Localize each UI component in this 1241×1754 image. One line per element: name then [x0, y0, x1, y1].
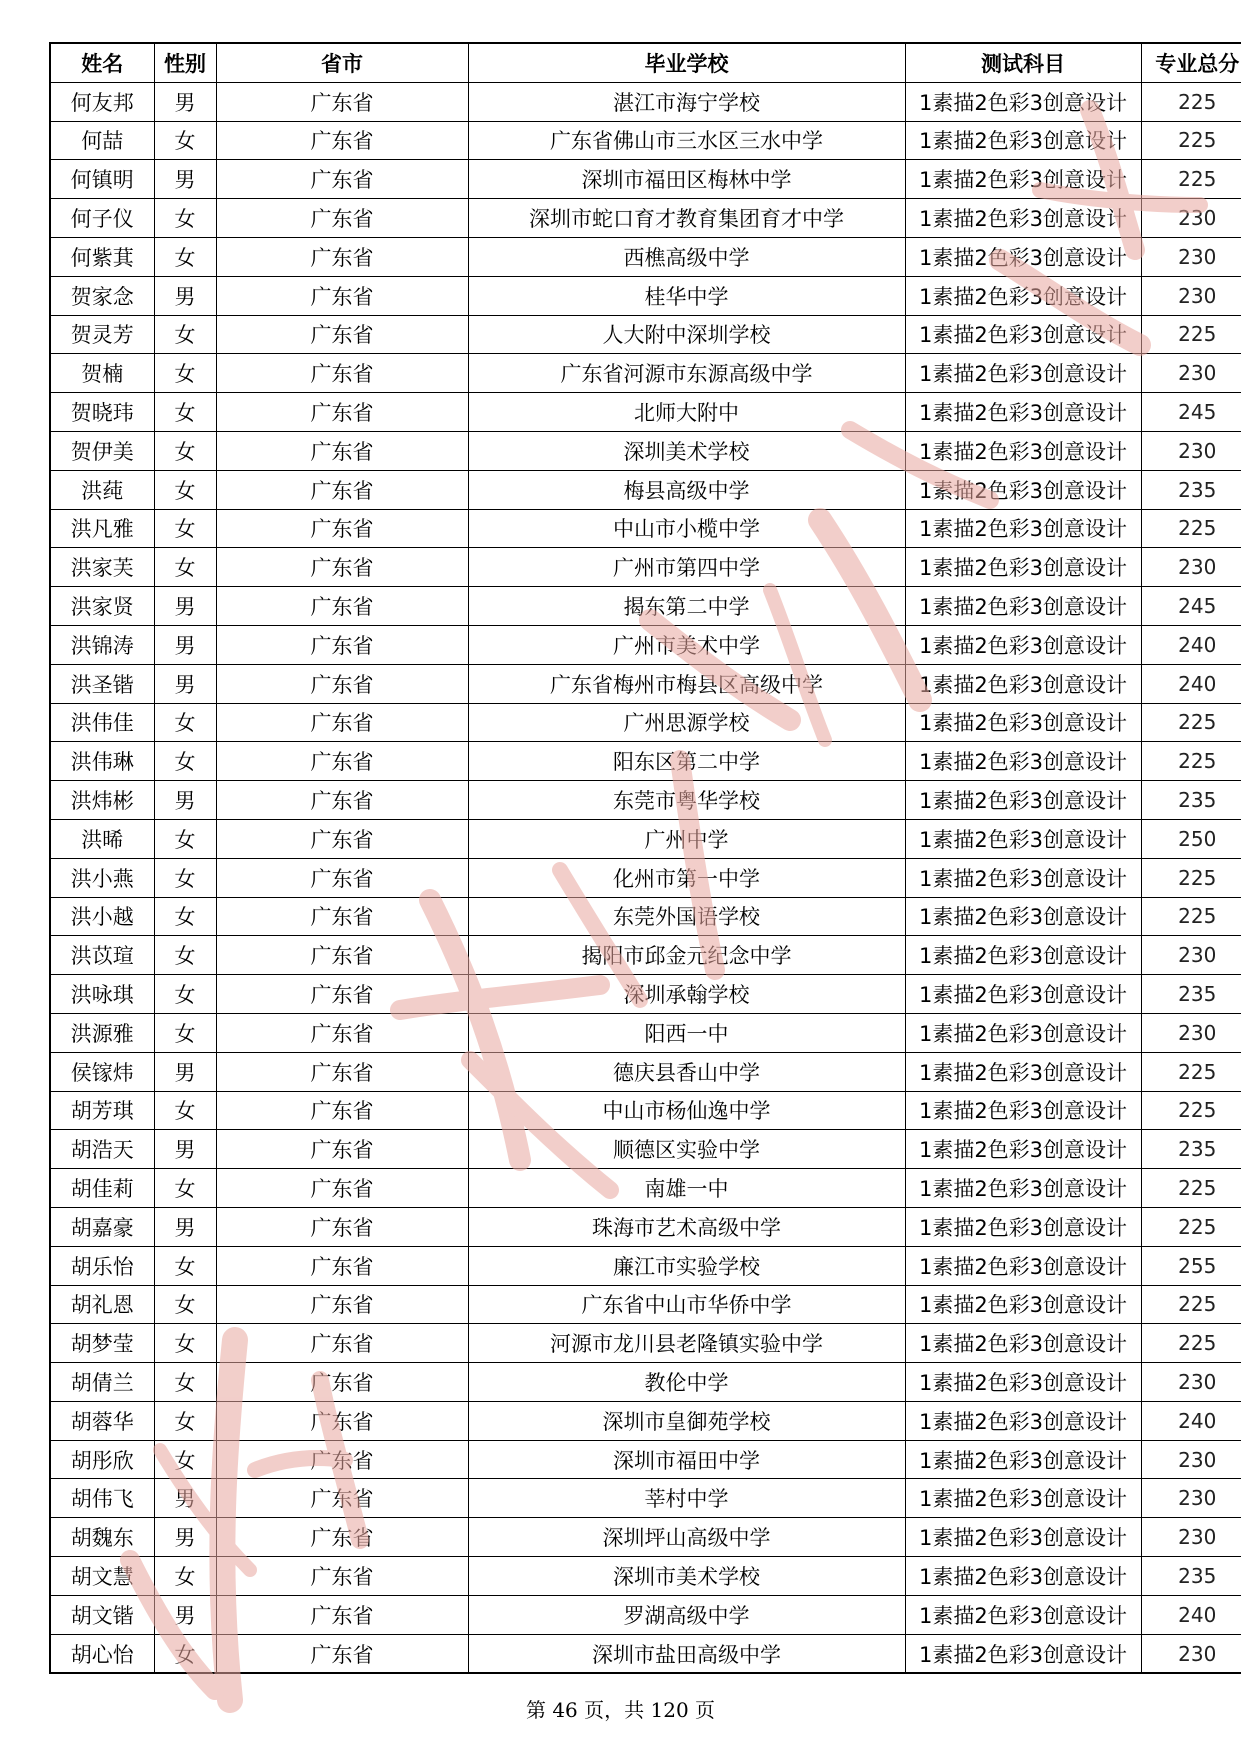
cell-school: 深圳市福田区梅林中学 [468, 160, 905, 199]
table-row [50, 276, 1241, 315]
cell-province: 广东省 [216, 781, 468, 820]
table-row [50, 393, 1241, 432]
table-row [50, 1013, 1241, 1052]
cell-total-score: 225 [1141, 742, 1241, 781]
cell-total-score: 235 [1141, 1130, 1241, 1169]
cell-name: 洪家芙 [50, 548, 154, 587]
cell-province: 广东省 [216, 1246, 468, 1285]
table-row [50, 160, 1241, 199]
cell-subject: 1素描2色彩3创意设计 [905, 858, 1141, 897]
cell-subject: 1素描2色彩3创意设计 [905, 1207, 1141, 1246]
cell-province: 广东省 [216, 1479, 468, 1518]
cell-total-score: 230 [1141, 1440, 1241, 1479]
cell-name: 何喆 [50, 121, 154, 160]
table-row [50, 315, 1241, 354]
cell-province: 广东省 [216, 1169, 468, 1208]
cell-total-score: 225 [1141, 703, 1241, 742]
cell-school: 深圳美术学校 [468, 431, 905, 470]
cell-province: 广东省 [216, 276, 468, 315]
page-footer [0, 1694, 1241, 1723]
cell-total-score: 255 [1141, 1246, 1241, 1285]
cell-gender: 女 [154, 1169, 216, 1208]
cell-name: 贺灵芳 [50, 315, 154, 354]
table-row [50, 858, 1241, 897]
header-subject: 测试科目 [905, 43, 1141, 82]
cell-school: 南雄一中 [468, 1169, 905, 1208]
cell-school: 揭东第二中学 [468, 587, 905, 626]
cell-gender: 女 [154, 742, 216, 781]
cell-subject: 1素描2色彩3创意设计 [905, 121, 1141, 160]
page-number-text: 第 46 页，共 120 页 [525, 1698, 716, 1722]
cell-total-score: 235 [1141, 975, 1241, 1014]
cell-subject: 1素描2色彩3创意设计 [905, 781, 1141, 820]
cell-name: 洪伟琳 [50, 742, 154, 781]
cell-province: 广东省 [216, 1401, 468, 1440]
cell-province: 广东省 [216, 625, 468, 664]
cell-school: 梅县高级中学 [468, 470, 905, 509]
cell-total-score: 240 [1141, 1401, 1241, 1440]
table-row [50, 1052, 1241, 1091]
header-province: 省市 [216, 43, 468, 82]
cell-total-score: 225 [1141, 858, 1241, 897]
cell-name: 胡蓉华 [50, 1401, 154, 1440]
cell-total-score: 235 [1141, 1557, 1241, 1596]
cell-subject: 1素描2色彩3创意设计 [905, 1246, 1141, 1285]
cell-school: 桂华中学 [468, 276, 905, 315]
cell-subject: 1素描2色彩3创意设计 [905, 742, 1141, 781]
cell-name: 胡乐怡 [50, 1246, 154, 1285]
cell-subject: 1素描2色彩3创意设计 [905, 1440, 1141, 1479]
cell-gender: 女 [154, 1285, 216, 1324]
cell-total-score: 235 [1141, 781, 1241, 820]
cell-province: 广东省 [216, 431, 468, 470]
cell-school: 广东省河源市东源高级中学 [468, 354, 905, 393]
cell-gender: 男 [154, 1479, 216, 1518]
cell-school: 深圳坪山高级中学 [468, 1518, 905, 1557]
cell-subject: 1素描2色彩3创意设计 [905, 897, 1141, 936]
cell-gender: 男 [154, 587, 216, 626]
cell-province: 广东省 [216, 237, 468, 276]
cell-gender: 女 [154, 936, 216, 975]
cell-school: 东莞外国语学校 [468, 897, 905, 936]
cell-school: 广州市第四中学 [468, 548, 905, 587]
cell-school: 深圳市盐田高级中学 [468, 1634, 905, 1673]
cell-total-score: 225 [1141, 1324, 1241, 1363]
cell-subject: 1素描2色彩3创意设计 [905, 548, 1141, 587]
table-header-row [50, 43, 1241, 82]
table-row [50, 587, 1241, 626]
cell-gender: 女 [154, 1013, 216, 1052]
cell-province: 广东省 [216, 393, 468, 432]
table-row [50, 897, 1241, 936]
header-name: 姓名 [50, 43, 154, 82]
cell-province: 广东省 [216, 1518, 468, 1557]
cell-subject: 1素描2色彩3创意设计 [905, 936, 1141, 975]
cell-name: 洪锦涛 [50, 625, 154, 664]
cell-subject: 1素描2色彩3创意设计 [905, 1557, 1141, 1596]
cell-total-score: 230 [1141, 1518, 1241, 1557]
cell-name: 胡嘉豪 [50, 1207, 154, 1246]
cell-name: 胡文慧 [50, 1557, 154, 1596]
cell-name: 胡文锴 [50, 1595, 154, 1634]
cell-total-score: 230 [1141, 354, 1241, 393]
cell-school: 深圳市福田中学 [468, 1440, 905, 1479]
cell-name: 洪凡雅 [50, 509, 154, 548]
cell-province: 广东省 [216, 1363, 468, 1402]
table-row [50, 1518, 1241, 1557]
table-row [50, 1479, 1241, 1518]
cell-subject: 1素描2色彩3创意设计 [905, 160, 1141, 199]
table-row [50, 1363, 1241, 1402]
cell-province: 广东省 [216, 509, 468, 548]
cell-province: 广东省 [216, 1207, 468, 1246]
cell-subject: 1素描2色彩3创意设计 [905, 819, 1141, 858]
cell-subject: 1素描2色彩3创意设计 [905, 82, 1141, 121]
table-row [50, 509, 1241, 548]
cell-total-score: 240 [1141, 664, 1241, 703]
table-row [50, 354, 1241, 393]
table-row [50, 237, 1241, 276]
cell-gender: 男 [154, 1130, 216, 1169]
cell-gender: 男 [154, 160, 216, 199]
cell-total-score: 230 [1141, 1363, 1241, 1402]
table-row [50, 431, 1241, 470]
cell-subject: 1素描2色彩3创意设计 [905, 1518, 1141, 1557]
cell-total-score: 250 [1141, 819, 1241, 858]
cell-province: 广东省 [216, 1091, 468, 1130]
results-table-container [49, 42, 1240, 1674]
table-row [50, 975, 1241, 1014]
table-row [50, 548, 1241, 587]
cell-total-score: 245 [1141, 587, 1241, 626]
cell-total-score: 225 [1141, 897, 1241, 936]
cell-school: 广东省中山市华侨中学 [468, 1285, 905, 1324]
table-row [50, 819, 1241, 858]
cell-province: 广东省 [216, 975, 468, 1014]
cell-subject: 1素描2色彩3创意设计 [905, 1479, 1141, 1518]
cell-province: 广东省 [216, 703, 468, 742]
cell-gender: 女 [154, 1401, 216, 1440]
cell-school: 中山市杨仙逸中学 [468, 1091, 905, 1130]
cell-subject: 1素描2色彩3创意设计 [905, 1595, 1141, 1634]
cell-gender: 女 [154, 1440, 216, 1479]
cell-name: 胡芳琪 [50, 1091, 154, 1130]
cell-subject: 1素描2色彩3创意设计 [905, 1285, 1141, 1324]
table-row [50, 1324, 1241, 1363]
cell-subject: 1素描2色彩3创意设计 [905, 276, 1141, 315]
cell-name: 洪咏琪 [50, 975, 154, 1014]
cell-school: 化州市第一中学 [468, 858, 905, 897]
cell-school: 广州市美术中学 [468, 625, 905, 664]
cell-gender: 男 [154, 625, 216, 664]
cell-province: 广东省 [216, 1634, 468, 1673]
cell-province: 广东省 [216, 1595, 468, 1634]
table-row [50, 199, 1241, 238]
cell-name: 贺晓玮 [50, 393, 154, 432]
table-row [50, 1130, 1241, 1169]
table-row [50, 664, 1241, 703]
cell-name: 何紫萁 [50, 237, 154, 276]
table-row [50, 82, 1241, 121]
cell-subject: 1素描2色彩3创意设计 [905, 393, 1141, 432]
cell-school: 湛江市海宁学校 [468, 82, 905, 121]
cell-total-score: 240 [1141, 625, 1241, 664]
table-row [50, 625, 1241, 664]
cell-gender: 女 [154, 1557, 216, 1596]
cell-school: 东莞市粤华学校 [468, 781, 905, 820]
cell-total-score: 225 [1141, 1285, 1241, 1324]
cell-gender: 女 [154, 975, 216, 1014]
table-row [50, 1401, 1241, 1440]
cell-gender: 女 [154, 315, 216, 354]
cell-school: 人大附中深圳学校 [468, 315, 905, 354]
cell-name: 胡彤欣 [50, 1440, 154, 1479]
cell-province: 广东省 [216, 819, 468, 858]
cell-gender: 男 [154, 1518, 216, 1557]
table-row [50, 1169, 1241, 1208]
cell-school: 西樵高级中学 [468, 237, 905, 276]
cell-gender: 女 [154, 393, 216, 432]
cell-school: 广东省佛山市三水区三水中学 [468, 121, 905, 160]
cell-total-score: 235 [1141, 470, 1241, 509]
cell-total-score: 225 [1141, 1169, 1241, 1208]
cell-school: 中山市小榄中学 [468, 509, 905, 548]
cell-gender: 女 [154, 548, 216, 587]
cell-school: 廉江市实验学校 [468, 1246, 905, 1285]
cell-province: 广东省 [216, 1324, 468, 1363]
table-row [50, 1595, 1241, 1634]
cell-school: 广州中学 [468, 819, 905, 858]
cell-province: 广东省 [216, 82, 468, 121]
cell-school: 广州思源学校 [468, 703, 905, 742]
cell-school: 广东省梅州市梅县区高级中学 [468, 664, 905, 703]
cell-total-score: 225 [1141, 160, 1241, 199]
cell-name: 侯镓炜 [50, 1052, 154, 1091]
cell-name: 胡礼恩 [50, 1285, 154, 1324]
table-row [50, 1091, 1241, 1130]
cell-subject: 1素描2色彩3创意设计 [905, 431, 1141, 470]
cell-subject: 1素描2色彩3创意设计 [905, 509, 1141, 548]
cell-school: 深圳承翰学校 [468, 975, 905, 1014]
cell-gender: 女 [154, 1091, 216, 1130]
cell-subject: 1素描2色彩3创意设计 [905, 1091, 1141, 1130]
cell-total-score: 225 [1141, 82, 1241, 121]
table-row [50, 1246, 1241, 1285]
cell-name: 贺家念 [50, 276, 154, 315]
table-row [50, 1207, 1241, 1246]
cell-school: 揭阳市邱金元纪念中学 [468, 936, 905, 975]
cell-name: 胡心怡 [50, 1634, 154, 1673]
cell-school: 阳西一中 [468, 1013, 905, 1052]
cell-name: 洪家贤 [50, 587, 154, 626]
header-gender: 性别 [154, 43, 216, 82]
cell-gender: 女 [154, 819, 216, 858]
cell-name: 洪伟佳 [50, 703, 154, 742]
cell-gender: 男 [154, 781, 216, 820]
cell-subject: 1素描2色彩3创意设计 [905, 315, 1141, 354]
cell-subject: 1素描2色彩3创意设计 [905, 625, 1141, 664]
cell-subject: 1素描2色彩3创意设计 [905, 975, 1141, 1014]
cell-name: 何友邦 [50, 82, 154, 121]
cell-school: 深圳市蛇口育才教育集团育才中学 [468, 199, 905, 238]
cell-subject: 1素描2色彩3创意设计 [905, 470, 1141, 509]
cell-name: 贺楠 [50, 354, 154, 393]
cell-province: 广东省 [216, 587, 468, 626]
cell-province: 广东省 [216, 315, 468, 354]
cell-gender: 女 [154, 858, 216, 897]
cell-province: 广东省 [216, 121, 468, 160]
cell-gender: 女 [154, 1246, 216, 1285]
cell-province: 广东省 [216, 1130, 468, 1169]
cell-province: 广东省 [216, 1052, 468, 1091]
table-row [50, 1634, 1241, 1673]
table-row [50, 781, 1241, 820]
table-row [50, 1557, 1241, 1596]
cell-name: 胡魏东 [50, 1518, 154, 1557]
cell-total-score: 230 [1141, 237, 1241, 276]
cell-school: 珠海市艺术高级中学 [468, 1207, 905, 1246]
cell-school: 深圳市美术学校 [468, 1557, 905, 1596]
cell-school: 教伦中学 [468, 1363, 905, 1402]
cell-name: 洪源雅 [50, 1013, 154, 1052]
cell-school: 河源市龙川县老隆镇实验中学 [468, 1324, 905, 1363]
cell-total-score: 230 [1141, 199, 1241, 238]
cell-total-score: 245 [1141, 393, 1241, 432]
cell-total-score: 225 [1141, 1207, 1241, 1246]
cell-province: 广东省 [216, 548, 468, 587]
table-row [50, 936, 1241, 975]
cell-name: 胡佳莉 [50, 1169, 154, 1208]
cell-name: 何镇明 [50, 160, 154, 199]
cell-gender: 女 [154, 354, 216, 393]
cell-name: 洪莼 [50, 470, 154, 509]
cell-total-score: 230 [1141, 431, 1241, 470]
cell-gender: 女 [154, 1363, 216, 1402]
table-row [50, 470, 1241, 509]
table-row [50, 1440, 1241, 1479]
cell-province: 广东省 [216, 936, 468, 975]
cell-school: 罗湖高级中学 [468, 1595, 905, 1634]
table-body [50, 82, 1241, 1673]
cell-total-score: 225 [1141, 1091, 1241, 1130]
cell-subject: 1素描2色彩3创意设计 [905, 1130, 1141, 1169]
cell-province: 广东省 [216, 664, 468, 703]
cell-gender: 女 [154, 470, 216, 509]
cell-province: 广东省 [216, 1285, 468, 1324]
cell-school: 北师大附中 [468, 393, 905, 432]
cell-gender: 女 [154, 1634, 216, 1673]
cell-gender: 女 [154, 1324, 216, 1363]
cell-name: 洪圣锴 [50, 664, 154, 703]
cell-subject: 1素描2色彩3创意设计 [905, 587, 1141, 626]
cell-subject: 1素描2色彩3创意设计 [905, 1324, 1141, 1363]
cell-school: 深圳市皇御苑学校 [468, 1401, 905, 1440]
cell-gender: 男 [154, 1595, 216, 1634]
cell-subject: 1素描2色彩3创意设计 [905, 1634, 1141, 1673]
cell-province: 广东省 [216, 897, 468, 936]
cell-subject: 1素描2色彩3创意设计 [905, 1013, 1141, 1052]
header-total-score: 专业总分 [1141, 43, 1241, 82]
cell-gender: 女 [154, 897, 216, 936]
cell-gender: 女 [154, 199, 216, 238]
cell-subject: 1素描2色彩3创意设计 [905, 199, 1141, 238]
cell-name: 洪晞 [50, 819, 154, 858]
cell-province: 广东省 [216, 354, 468, 393]
cell-total-score: 225 [1141, 121, 1241, 160]
table-row [50, 742, 1241, 781]
cell-gender: 男 [154, 1207, 216, 1246]
cell-subject: 1素描2色彩3创意设计 [905, 1401, 1141, 1440]
cell-name: 洪苡瑄 [50, 936, 154, 975]
cell-subject: 1素描2色彩3创意设计 [905, 237, 1141, 276]
cell-total-score: 230 [1141, 1479, 1241, 1518]
cell-gender: 女 [154, 509, 216, 548]
cell-total-score: 225 [1141, 1052, 1241, 1091]
cell-total-score: 230 [1141, 548, 1241, 587]
table-row [50, 703, 1241, 742]
cell-total-score: 230 [1141, 276, 1241, 315]
cell-name: 洪小越 [50, 897, 154, 936]
cell-name: 何子仪 [50, 199, 154, 238]
cell-province: 广东省 [216, 1557, 468, 1596]
cell-gender: 男 [154, 1052, 216, 1091]
cell-gender: 女 [154, 237, 216, 276]
cell-gender: 男 [154, 276, 216, 315]
cell-province: 广东省 [216, 742, 468, 781]
cell-name: 胡伟飞 [50, 1479, 154, 1518]
results-table [49, 42, 1241, 1674]
cell-province: 广东省 [216, 470, 468, 509]
cell-subject: 1素描2色彩3创意设计 [905, 703, 1141, 742]
cell-name: 洪炜彬 [50, 781, 154, 820]
cell-total-score: 230 [1141, 936, 1241, 975]
cell-province: 广东省 [216, 1013, 468, 1052]
cell-subject: 1素描2色彩3创意设计 [905, 1363, 1141, 1402]
cell-school: 莘村中学 [468, 1479, 905, 1518]
cell-total-score: 230 [1141, 1634, 1241, 1673]
cell-province: 广东省 [216, 199, 468, 238]
cell-school: 阳东区第二中学 [468, 742, 905, 781]
cell-subject: 1素描2色彩3创意设计 [905, 354, 1141, 393]
cell-total-score: 240 [1141, 1595, 1241, 1634]
cell-school: 德庆县香山中学 [468, 1052, 905, 1091]
cell-name: 胡浩天 [50, 1130, 154, 1169]
cell-subject: 1素描2色彩3创意设计 [905, 1169, 1141, 1208]
cell-gender: 女 [154, 121, 216, 160]
cell-school: 顺德区实验中学 [468, 1130, 905, 1169]
cell-name: 胡倩兰 [50, 1363, 154, 1402]
cell-total-score: 230 [1141, 1013, 1241, 1052]
table-row [50, 1285, 1241, 1324]
cell-gender: 男 [154, 664, 216, 703]
cell-subject: 1素描2色彩3创意设计 [905, 1052, 1141, 1091]
cell-province: 广东省 [216, 1440, 468, 1479]
header-school: 毕业学校 [468, 43, 905, 82]
cell-province: 广东省 [216, 160, 468, 199]
table-row [50, 121, 1241, 160]
cell-gender: 男 [154, 82, 216, 121]
cell-province: 广东省 [216, 858, 468, 897]
cell-name: 胡梦莹 [50, 1324, 154, 1363]
cell-subject: 1素描2色彩3创意设计 [905, 664, 1141, 703]
cell-gender: 女 [154, 431, 216, 470]
cell-name: 贺伊美 [50, 431, 154, 470]
cell-name: 洪小燕 [50, 858, 154, 897]
cell-total-score: 225 [1141, 315, 1241, 354]
cell-gender: 女 [154, 703, 216, 742]
cell-total-score: 225 [1141, 509, 1241, 548]
